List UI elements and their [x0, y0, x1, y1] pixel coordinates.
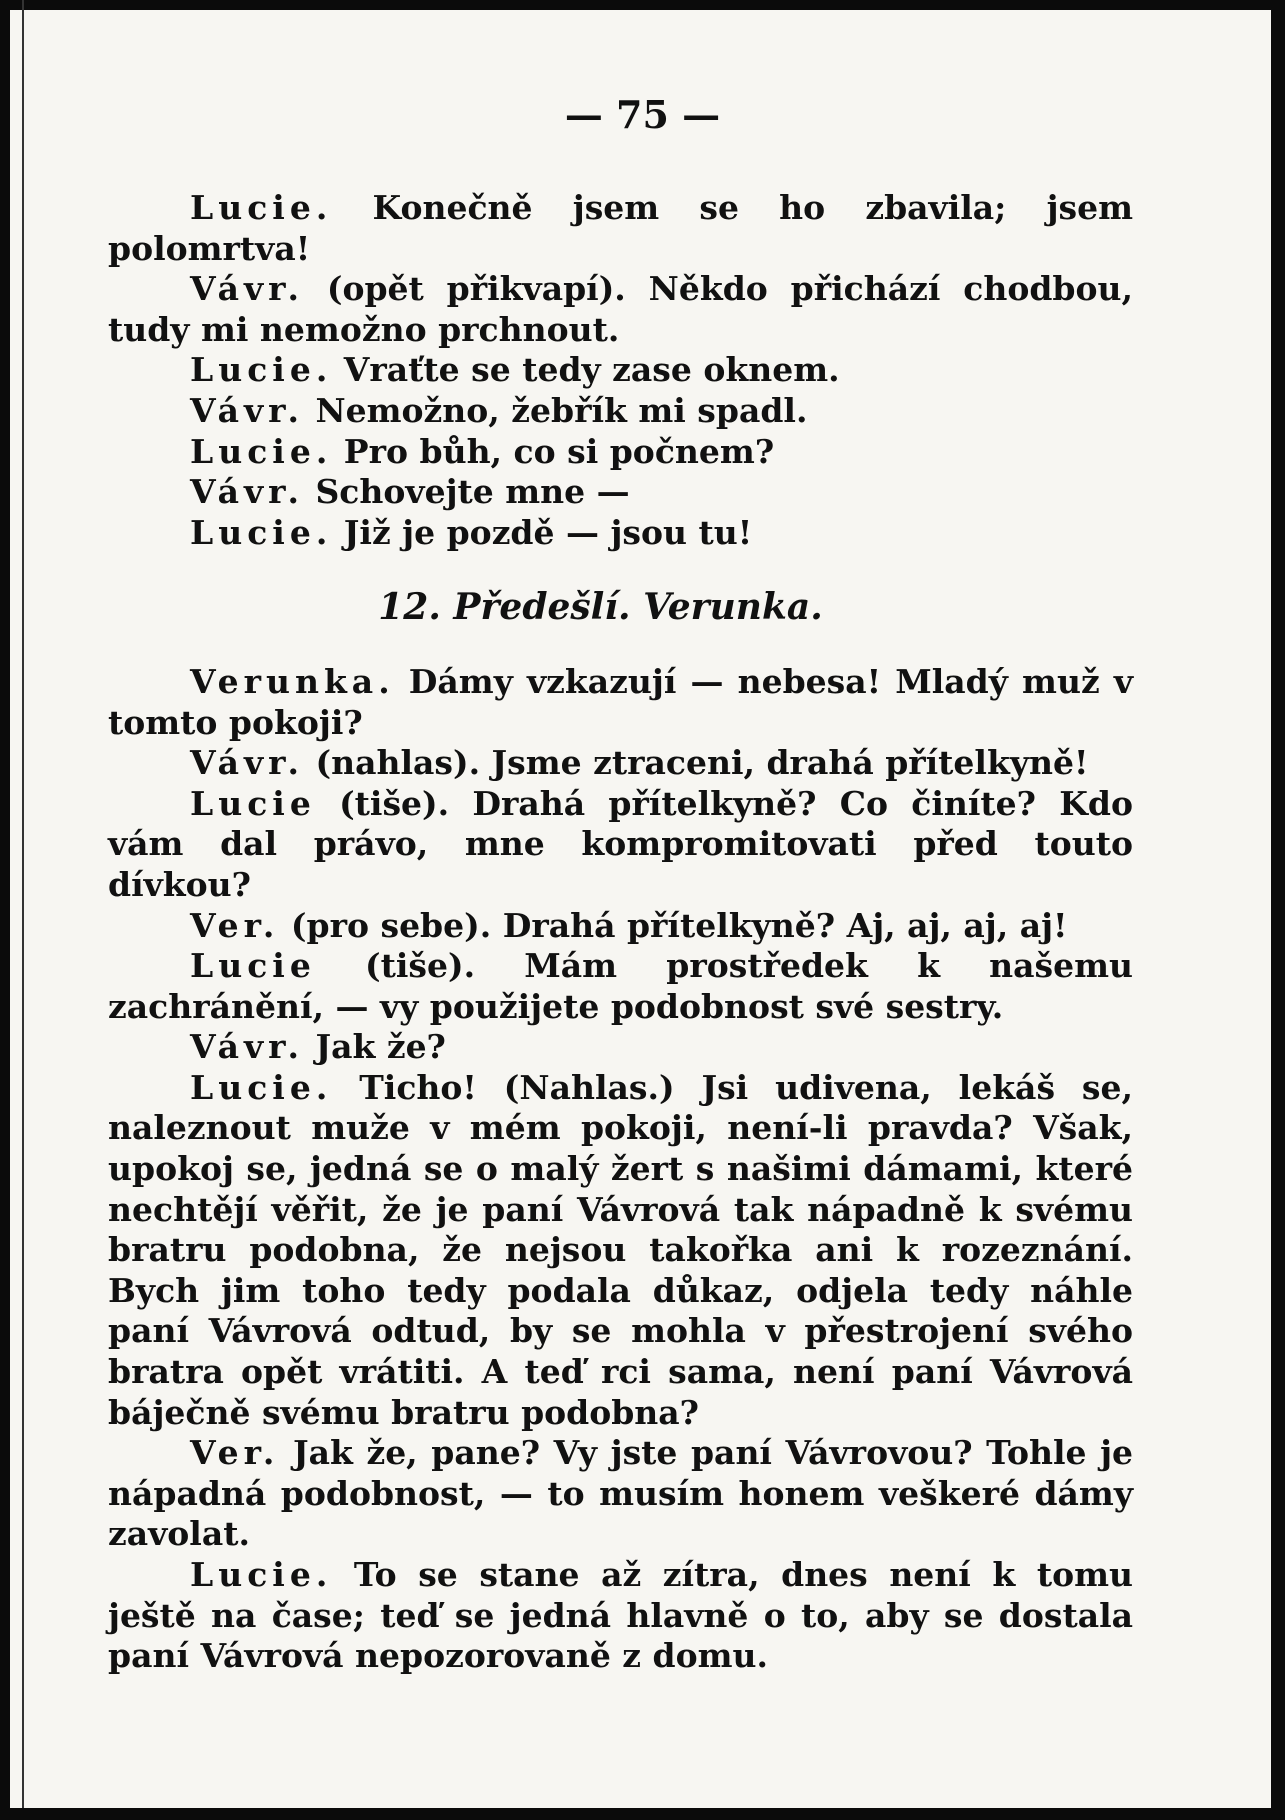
dialogue-text: Pro bůh, co si počnem?: [332, 431, 775, 471]
dialogue-text: Dámy vzkazují — nebesa! Mladý muž v tomto pokoji?: [108, 661, 1133, 742]
play-text: [108, 188, 1133, 1677]
dialogue-text: (opět přikvapí). Někdo přichází chodbou, tudy mi nemožno prchnout.: [108, 269, 1133, 349]
scan-border-left: [0, 0, 10, 1820]
dialogue-line: [108, 513, 1133, 554]
dialogue-text: Ticho! (Nahlas.) Jsi udivena, lekáš se, naleznout muže v mém pokoji, není-li pravda? Však, upokoj se, jedná se o malý žert s našimi dámami, které nechtějí věřit, že je paní Vávrová tak nápadně k svému bratru podobna, že nejsou takořka ani k rozeznání. Bych jim toho tedy podala důkaz, odjela tedy náhle paní Vávrová odtud, by se mohla v přestrojení svého bratra opět vrátiti. A teď rci sama, není paní Vávrová báječně svému bratru podobna?: [108, 1067, 1133, 1432]
dialogue-text: Jak že, pane? Vy jste paní Vávrovou? Tohle je nápadná podobnost, — to musím honem veškeré dámy zavolat.: [108, 1433, 1133, 1554]
speaker-name: Vávr.: [190, 472, 304, 512]
dialogue-line: [108, 906, 1133, 947]
dialogue-text: Již je pozdě — jsou tu!: [332, 512, 753, 552]
speaker-name: Vávr.: [190, 1027, 304, 1067]
scene-heading: 12. Předešlí. Verunka.: [378, 586, 823, 629]
dialogue-text: (nahlas). Jsme ztraceni, drahá přítelkyně!: [303, 743, 1089, 783]
speaker-name: Lucie.: [190, 431, 333, 471]
dialogue-line: [108, 1555, 1133, 1677]
dialogue-line: [108, 743, 1133, 784]
dialogue-line: [108, 1068, 1133, 1433]
dialogue-line: [108, 1027, 1133, 1068]
scan-inner-line: [22, 0, 24, 1820]
dialogue-text: (tiše). Mám prostředek k našemu zachránění, — vy použijete podobnost své sestry.: [108, 946, 1133, 1026]
speaker-name: Lucie: [190, 946, 316, 986]
dialogue-text: Jak že?: [303, 1027, 446, 1067]
dialogue-line: [108, 188, 1133, 269]
speaker-name: Vávr.: [190, 390, 304, 430]
speaker-name: Lucie.: [190, 1067, 333, 1107]
scan-border-top: [0, 0, 1285, 10]
dialogue-line: [108, 432, 1133, 473]
scan-border-right: [1271, 0, 1285, 1820]
dialogue-line: [108, 662, 1133, 743]
dialogue-text: (pro sebe). Drahá přítelkyně? Aj, aj, aj, aj!: [279, 905, 1068, 945]
page-number: — 75 —: [564, 92, 721, 137]
speaker-name: Ver.: [190, 905, 280, 945]
dialogue-text: Konečně jsem se ho zbavila; jsem polomrtva!: [108, 188, 1133, 268]
dialogue-line: [108, 472, 1133, 513]
speaker-name: Lucie: [190, 783, 316, 823]
speaker-name: Lucie.: [190, 350, 333, 390]
dialogue-text: To se stane až zítra, dnes není k tomu ještě na čase; teď se jedná hlavně o to, aby se dostala paní Vávrová nepozorovaně z domu.: [108, 1555, 1133, 1676]
speaker-name: Verunka.: [190, 661, 395, 701]
dialogue-line: [108, 350, 1133, 391]
dialogue-line: [108, 269, 1133, 350]
speaker-name: Lucie.: [190, 512, 333, 552]
scan-border-bottom: [0, 1808, 1285, 1820]
speaker-name: Lucie.: [190, 188, 333, 227]
dialogue-line: [108, 1433, 1133, 1555]
speaker-name: Lucie.: [190, 1555, 333, 1594]
dialogue-line: [108, 391, 1133, 432]
speaker-name: Ver.: [190, 1433, 280, 1473]
dialogue-text: (tiše). Drahá přítelkyně? Co činíte? Kdo vám dal právo, mne kompromitovati před touto dívkou?: [108, 783, 1133, 904]
dialogue-line: [108, 946, 1133, 1027]
speaker-name: Vávr.: [190, 269, 304, 309]
dialogue-text: Nemožno, žebřík mi spadl.: [303, 390, 808, 430]
dialogue-text: Vraťte se tedy zase oknem.: [332, 350, 840, 390]
speaker-name: Vávr.: [190, 743, 304, 783]
dialogue-text: Schovejte mne —: [303, 472, 630, 512]
dialogue-line: [108, 784, 1133, 906]
